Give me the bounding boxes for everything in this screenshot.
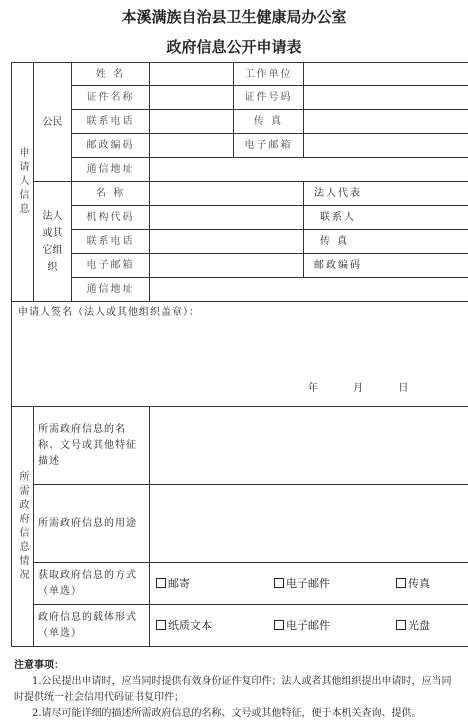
org-fax-cell[interactable]: [304, 230, 468, 254]
citizen-phone-label: 联系电话: [72, 110, 150, 134]
checkbox-icon[interactable]: [274, 620, 284, 630]
checkbox-icon[interactable]: [156, 620, 166, 630]
purpose-field[interactable]: [150, 485, 468, 563]
citizen-email-label: 电子邮箱: [234, 134, 304, 158]
checkbox-icon[interactable]: [274, 578, 284, 588]
description-label: 所需政府信息的名称、文号或其他特征描述: [34, 407, 150, 485]
org-postcode-cell[interactable]: [304, 254, 468, 278]
checkbox-icon[interactable]: [156, 578, 166, 588]
citizen-workplace-label: 工作单位: [234, 63, 304, 86]
checkbox-icon[interactable]: [396, 620, 406, 630]
org-address-label: 通信地址: [72, 278, 150, 302]
note-item-1: 1.公民提出申请时，应当同时提供有效身份证件复印件；法人或者其他组织提出申请时，应当同时提供统一社会信用代码证书复印件；: [14, 674, 460, 706]
method-options: [150, 563, 468, 605]
method-fax-text: 传真: [408, 577, 430, 590]
citizen-id-number-field[interactable]: [304, 86, 468, 110]
carrier-paper-text: 纸质文本: [168, 619, 212, 632]
method-option-mail[interactable]: [156, 577, 274, 590]
citizen-phone-field[interactable]: [150, 110, 234, 134]
citizen-id-type-field[interactable]: [150, 86, 234, 110]
carrier-disc-text: 光盘: [408, 619, 430, 632]
citizen-address-field[interactable]: [150, 158, 468, 182]
request-info-label: 所需政府信息情况: [12, 407, 34, 647]
org-email-field[interactable]: [150, 254, 304, 278]
citizen-workplace-field[interactable]: [304, 63, 468, 86]
org-phone-field[interactable]: [150, 230, 304, 254]
purpose-label: 所需政府信息的用途: [34, 485, 150, 563]
citizen-name-label: 姓 名: [72, 63, 150, 86]
notes-section: [14, 658, 460, 722]
org-phone-label: 联系电话: [72, 230, 150, 254]
org-contact-cell[interactable]: [304, 206, 468, 230]
citizen-fax-field[interactable]: [304, 110, 468, 134]
citizen-address-label: 通信地址: [72, 158, 150, 182]
org-code-label: 机构代码: [72, 206, 150, 230]
note-item-2: 2.请尽可能详细的描述所需政府信息的名称、文号或其他特征，便于本机关查询、提供。: [14, 706, 460, 722]
carrier-label: 政府信息的载体形式（单选）: [34, 605, 150, 647]
carrier-option-email[interactable]: [274, 619, 396, 632]
carrier-option-disc[interactable]: [396, 619, 430, 632]
notes-heading: 注意事项：: [14, 658, 460, 674]
signature-date: 年 月 日: [308, 382, 408, 395]
org-address-field[interactable]: [150, 278, 468, 302]
method-email-text: 电子邮件: [286, 577, 330, 590]
checkbox-icon[interactable]: [396, 578, 406, 588]
applicant-info-label: 申请人信息: [12, 63, 34, 302]
citizen-fax-label: 传 真: [234, 110, 304, 134]
method-option-fax[interactable]: [396, 577, 430, 590]
org-postcode-label: 邮政编码: [314, 260, 362, 271]
citizen-postcode-field[interactable]: [150, 134, 234, 158]
method-option-email[interactable]: [274, 577, 396, 590]
carrier-option-paper[interactable]: [156, 619, 274, 632]
org-email-label: 电子邮箱: [72, 254, 150, 278]
citizen-postcode-label: 邮政编码: [72, 134, 150, 158]
method-label: 获取政府信息的方式（单选）: [34, 563, 150, 605]
org-fax-label: 传 真: [320, 236, 349, 247]
signature-area[interactable]: [12, 302, 468, 407]
description-field[interactable]: [150, 407, 468, 485]
citizen-label: 公民: [34, 63, 72, 182]
legal-rep-text: 法人代表: [314, 187, 362, 200]
document-title: 本溪满族自治县卫生健康局办公室: [0, 6, 468, 27]
org-name-label: 名 称: [72, 182, 150, 206]
citizen-id-number-label: 证件号码: [234, 86, 304, 110]
org-label: 法人或其它组织: [34, 182, 72, 302]
signature-label: 申请人签名（法人或其他组织盖章）：: [18, 306, 200, 319]
org-code-field[interactable]: [150, 206, 304, 230]
citizen-id-type-label: 证件名称: [72, 86, 150, 110]
org-contact-label: 联系人: [320, 212, 356, 223]
carrier-options: [150, 605, 468, 647]
org-name-field[interactable]: [150, 182, 304, 206]
carrier-email-text: 电子邮件: [286, 619, 330, 632]
citizen-name-field[interactable]: [150, 63, 234, 86]
citizen-email-field[interactable]: [304, 134, 468, 158]
org-legal-rep-label: [304, 182, 468, 206]
method-mail-text: 邮寄: [168, 577, 190, 590]
form-title: 政府信息公开申请表: [0, 36, 468, 57]
application-form-table: [11, 62, 468, 647]
